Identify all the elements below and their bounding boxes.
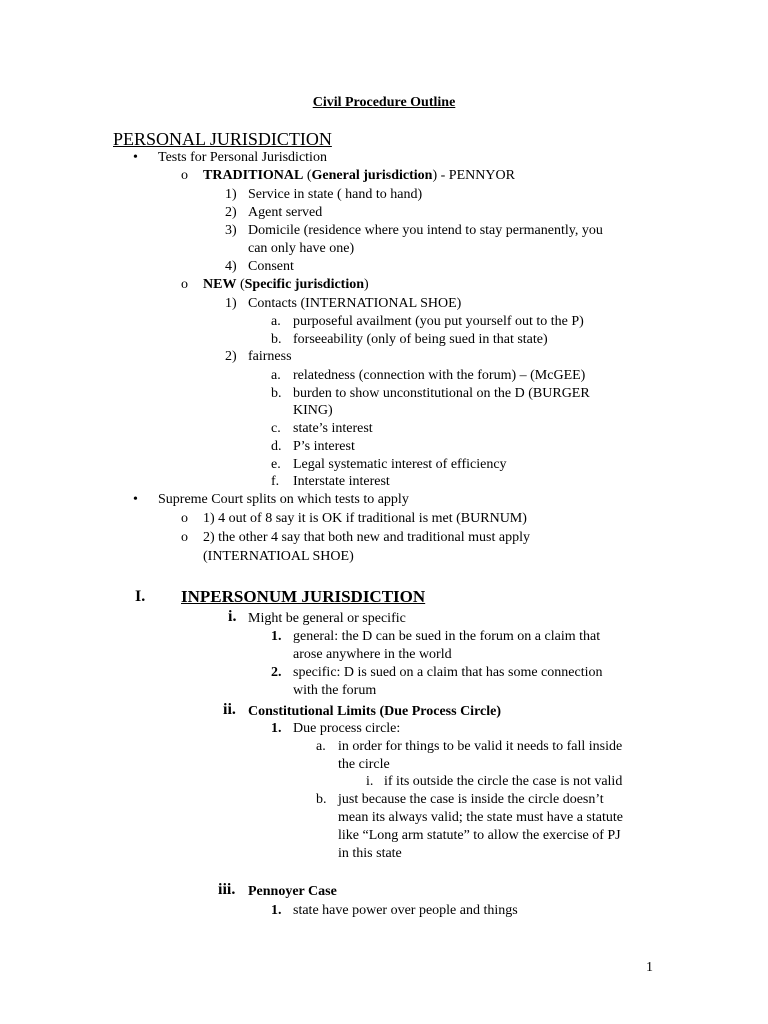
- item-ii-b: like “Long arm statute” to allow the exercise of PJ: [338, 828, 621, 843]
- item-ii-a: the circle: [338, 757, 390, 772]
- split-item: 1) 4 out of 8 say it is OK if traditional is met (BURNUM): [203, 511, 527, 526]
- traditional-item: Consent: [248, 259, 294, 274]
- traditional-line: TRADITIONAL (General jurisdiction) - PENNYOR: [203, 168, 515, 183]
- lower-roman-marker: ii.: [223, 701, 236, 718]
- contacts-sub: forseeability (only of being sued in that state): [293, 332, 548, 347]
- page-number: 1: [646, 960, 653, 975]
- bullet-tests: Tests for Personal Jurisdiction: [158, 150, 327, 165]
- letter-marker: d.: [271, 439, 282, 454]
- fairness-sub: P’s interest: [293, 439, 355, 454]
- split-item: 2) the other 4 say that both new and traditional must apply: [203, 530, 530, 545]
- fairness-sub: burden to show unconstitutional on the D (BURGER: [293, 386, 590, 401]
- num-marker: 2): [225, 205, 237, 220]
- num-marker: 3): [225, 223, 237, 238]
- roman-sub-marker: i.: [366, 774, 374, 789]
- num-marker: 1): [225, 187, 237, 202]
- contacts-item: Contacts (INTERNATIONAL SHOE): [248, 296, 462, 311]
- item-ii-a-i: if its outside the circle the case is not valid: [384, 774, 623, 789]
- traditional-item: Service in state ( hand to hand): [248, 187, 423, 202]
- bullet-supreme-court: Supreme Court splits on which tests to apply: [158, 492, 409, 507]
- letter-marker: b.: [271, 386, 282, 401]
- num-marker: 1): [225, 296, 237, 311]
- item-i-text: Might be general or specific: [248, 611, 406, 626]
- split-item: (INTERNATIOAL SHOE): [203, 549, 354, 564]
- letter-marker: a.: [271, 314, 281, 329]
- item-ii-a: in order for things to be valid it needs to fall inside: [338, 739, 623, 754]
- letter-marker: a.: [316, 739, 326, 754]
- fairness-sub: Legal systematic interest of efficiency: [293, 457, 507, 472]
- item-i-sub: specific: D is sued on a claim that has some connection: [293, 665, 603, 680]
- num-marker: 1.: [271, 903, 282, 918]
- sub-marker: o: [181, 277, 188, 292]
- item-ii-b: just because the case is inside the circle doesn’t: [338, 792, 604, 807]
- fairness-sub: state’s interest: [293, 421, 373, 436]
- document-title: Civil Procedure Outline: [312, 95, 456, 110]
- num-marker: 1.: [271, 629, 282, 644]
- num-marker: 2): [225, 349, 237, 364]
- item-iii-text: Pennoyer Case: [248, 884, 337, 899]
- sub-marker: o: [181, 530, 188, 545]
- letter-marker: c.: [271, 421, 281, 436]
- bullet-marker: •: [133, 150, 138, 165]
- item-ii-b: in this state: [338, 846, 402, 861]
- letter-marker: a.: [271, 368, 281, 383]
- num-marker: 2.: [271, 665, 282, 680]
- new-line: NEW (Specific jurisdiction): [203, 277, 369, 292]
- fairness-sub: relatedness (connection with the forum) – (McGEE): [293, 368, 586, 383]
- traditional-item: can only have one): [248, 241, 355, 256]
- sub-marker: o: [181, 168, 188, 183]
- fairness-sub: KING): [293, 403, 333, 418]
- contacts-sub: purposeful availment (you put yourself out to the P): [293, 314, 584, 329]
- item-ii-b: mean its always valid; the state must have a statute: [338, 810, 623, 825]
- traditional-item: Domicile (residence where you intend to stay permanently, you: [248, 223, 603, 238]
- traditional-item: Agent served: [248, 205, 323, 220]
- item-i-sub: general: the D can be sued in the forum on a claim that: [293, 629, 601, 644]
- bullet-marker: •: [133, 492, 138, 507]
- fairness-sub: Interstate interest: [293, 474, 390, 489]
- letter-marker: b.: [271, 332, 282, 347]
- item-i-sub: with the forum: [293, 683, 377, 698]
- num-marker: 1.: [271, 721, 282, 736]
- letter-marker: b.: [316, 792, 327, 807]
- item-i-sub: arose anywhere in the world: [293, 647, 452, 662]
- item-ii-text: Constitutional Limits (Due Process Circle): [248, 704, 502, 719]
- sub-marker: o: [181, 511, 188, 526]
- lower-roman-marker: iii.: [218, 881, 236, 898]
- section-heading-inpersonum: INPERSONUM JURISDICTION: [181, 587, 426, 606]
- item-iii-sub: state have power over people and things: [293, 903, 518, 918]
- item-ii-sub: Due process circle:: [293, 721, 401, 736]
- letter-marker: e.: [271, 457, 281, 472]
- letter-marker: f.: [271, 474, 280, 489]
- roman-numeral: I.: [135, 588, 146, 605]
- num-marker: 4): [225, 259, 237, 274]
- lower-roman-marker: i.: [228, 608, 237, 625]
- fairness-item: fairness: [248, 349, 292, 364]
- section-heading-personal-jurisdiction: PERSONAL JURISDICTION: [113, 129, 332, 149]
